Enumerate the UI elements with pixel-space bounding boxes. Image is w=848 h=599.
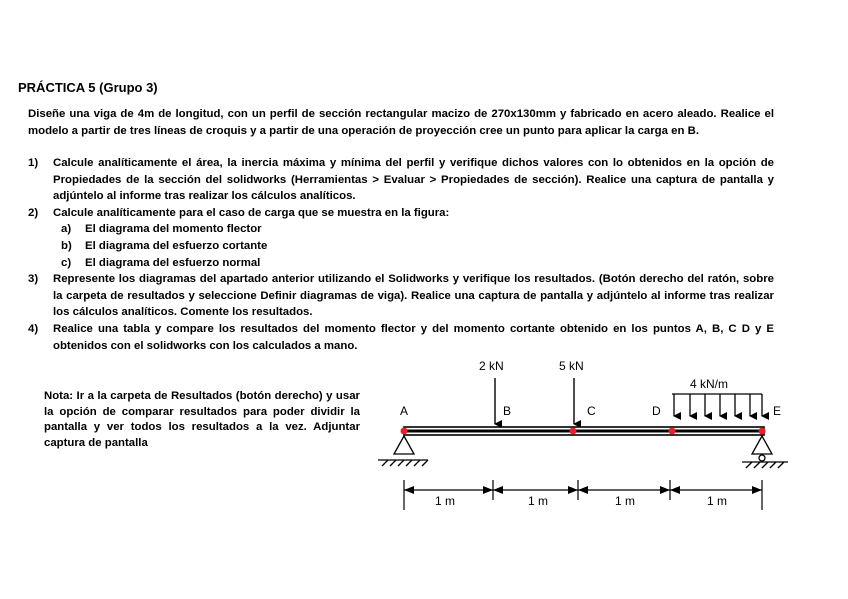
point-d-label: D — [652, 404, 661, 418]
sub-item — [53, 255, 774, 272]
page-title: PRÁCTICA 5 (Grupo 3) — [18, 80, 158, 95]
task-list — [28, 155, 774, 354]
marker-d — [669, 428, 676, 435]
item-text: Represente los diagramas del apartado anterior utilizando el Solidworks y verifique los resultados. (Botón derecho del ratón, sobre la carpeta de resultados y seleccione Definir diagramas de viga). Realice una captura de pantalla y adjúntelo al informe tras realizar los cálculos analíticos. Comente los resultados. — [53, 273, 774, 319]
sub-text: El diagrama del momento flector — [85, 223, 262, 236]
sub-item — [53, 221, 774, 238]
roller-support-e — [742, 436, 788, 468]
sub-letter: c) — [61, 256, 72, 269]
point-a-label: A — [400, 404, 409, 418]
sub-item — [53, 238, 774, 255]
note-paragraph: Nota: Ir a la carpeta de Resultados (botón derecho) y usar la opción de comparar resultados para poder dividir la pantalla y ver todos los resultados a la vez. Adjuntar captura de pantalla — [44, 390, 360, 449]
point-e-label: E — [773, 404, 782, 418]
dist-load-arrows — [674, 394, 762, 416]
beam-figure — [370, 350, 810, 520]
item-text: Calcule analíticamente para el caso de carga que se muestra en la figura: — [53, 206, 450, 219]
sub-letter: b) — [61, 239, 72, 252]
sub-text: El diagrama del esfuerzo cortante — [85, 239, 268, 252]
list-item — [28, 271, 774, 321]
intro-paragraph: Diseñe una viga de 4m de longitud, con un perfil de sección rectangular macizo de 270x130mm y fabricado en acero aleado. Realice el modelo a partir de tres líneas de croquis y a partir de una operación de proyección cree un punto para aplicar la carga en B. — [28, 108, 774, 137]
point-b-label: B — [503, 404, 512, 418]
span-2-label: 1 m — [528, 494, 549, 508]
sub-list — [53, 221, 774, 271]
marker-a — [401, 428, 408, 435]
item-number: 1) — [28, 157, 39, 169]
item-number: 2) — [28, 206, 39, 219]
span-1-label: 1 m — [435, 494, 456, 508]
sub-text: El diagrama del esfuerzo normal — [85, 256, 261, 269]
item-text: Calcule analíticamente el área, la inercia máxima y mínima del perfil y verifique dichos valores con lo obtenidos en la opción de Propiedades de la sección del solidworks (Herramientas > Evaluar > Propiedades de sección). Realice una captura de pantalla y adjúntelo al informe tras realizar los cálculos analíticos. — [53, 157, 774, 203]
sub-letter: a) — [61, 223, 72, 236]
list-item — [28, 205, 774, 222]
span-3-label: 1 m — [615, 494, 636, 508]
marker-c — [570, 428, 577, 435]
list-item — [28, 155, 774, 205]
item-text: Realice una tabla y compare los resultados del momento flector y del momento cortante obtenido en los puntos A, B, C D y E obtenidos con el solidworks con los calculados a mano. — [53, 322, 774, 352]
item-number: 3) — [28, 273, 39, 286]
pin-support-a — [378, 436, 428, 466]
dist-load-label: 4 kN/m — [690, 377, 729, 391]
point-c-label: C — [587, 404, 596, 418]
load-c-label: 5 kN — [559, 359, 584, 373]
marker-e — [759, 428, 766, 435]
span-4-label: 1 m — [707, 494, 728, 508]
item-number: 4) — [28, 322, 39, 335]
load-b-label: 2 kN — [479, 359, 504, 373]
